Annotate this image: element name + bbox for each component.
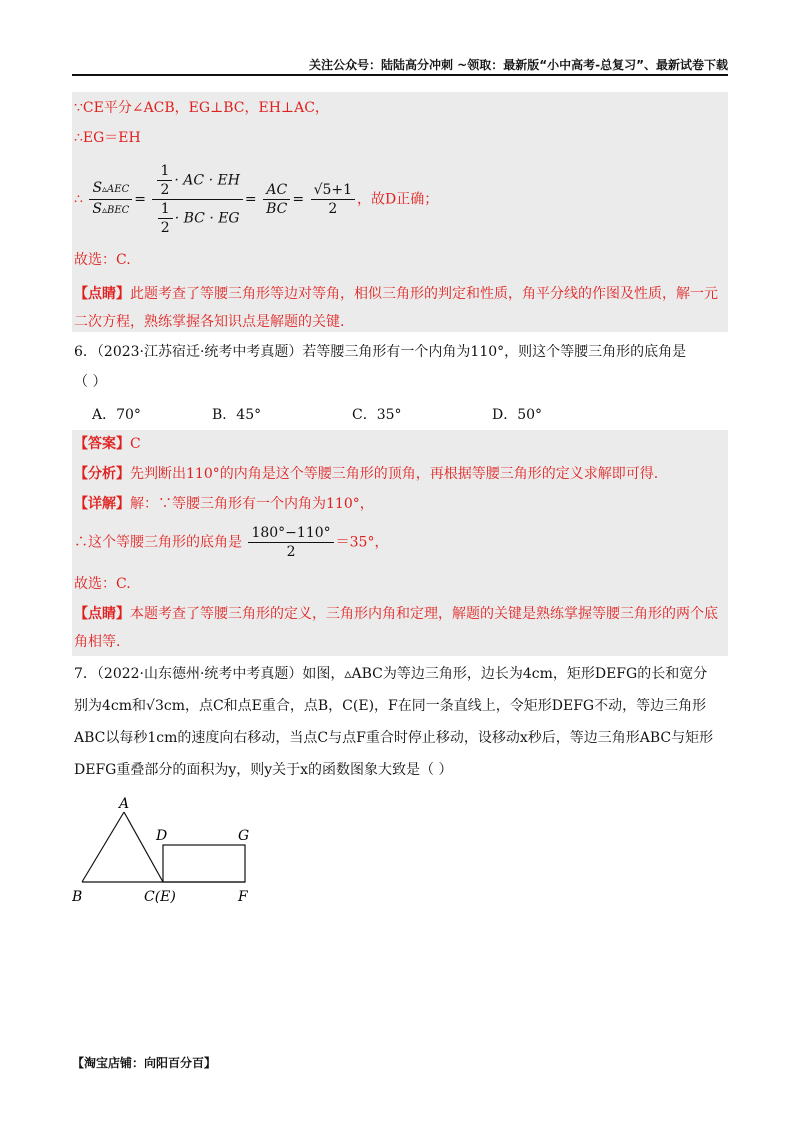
q6-analysis: 【分析】先判断出110°的内角是这个等腰三角形的顶角，再根据等腰三角形的定义求解即可得. [74, 466, 659, 482]
label-b: B [72, 889, 83, 905]
label-g: G [238, 828, 250, 844]
label-a: A [119, 796, 130, 812]
rectangle-defg [163, 845, 245, 882]
q6-option-d: D．50° [492, 407, 543, 423]
sol5-comment-1: 【点睛】此题考查了等腰三角形等边对等角，相似三角形的判定和性质，角平分线的作图及性质，解一元 [74, 286, 718, 302]
q7-figure [72, 788, 262, 908]
sol5-ratio-line: ∴ $\frac{\text{S▵AEC}}{\text{S▵BEC}}$ = $\frac{1}{2}$ · AC · EH $\frac{1}{2}$ · BC · EG = $\frac{AC}{BC}$ = $\frac{√5+1}{2}$ ，故D正确； [74, 163, 439, 236]
sol5-line1: ∵CE平分∠ACB，EG⊥BC，EH⊥AC， [74, 100, 329, 116]
sol5-answer: 故选：C. [74, 252, 131, 268]
side-ratio-fraction: $\frac{AC}{BC}$ [263, 181, 290, 218]
q6-detail-1: 【详解】解：∵等腰三角形有一个内角为110°， [74, 496, 374, 512]
q6-answer: 【答案】C [74, 436, 141, 452]
area-ratio-fraction: $\frac{\text{S▵AEC}}{\text{S▵BEC}}$ [89, 179, 132, 220]
q6-stem-2: （ ） [74, 374, 107, 390]
label-d: D [156, 828, 168, 844]
side-ac [124, 812, 163, 882]
label-ce: C(E) [144, 889, 176, 905]
q6-comment-2: 角相等. [74, 634, 121, 650]
therefore-symbol: ∴ [74, 191, 83, 208]
q6-option-c: C．35° [352, 407, 402, 423]
sol5-conclusion: ，故D正确； [357, 191, 439, 208]
base-angle-fraction: $\frac{180^\circ-110^\circ}{2}$ [248, 524, 333, 561]
sol5-comment-2: 二次方程，熟练掌握各知识点是解题的关键. [74, 314, 345, 330]
q6-option-b: B．45° [212, 407, 262, 423]
q6-stem-1: 6．（2023·江苏宿迁·统考中考真题）若等腰三角形有一个内角为110°，则这个等腰三角形的底角是 [74, 344, 687, 360]
q7-line-1: 7．（2022·山东德州·统考中考真题）如图，▵ABC为等边三角形，边长为4cm，矩形DEFG的长和宽分 [74, 666, 708, 682]
side-ab [82, 812, 124, 882]
q6-option-a: A．70° [92, 407, 141, 423]
label-f: F [238, 889, 248, 905]
q6-comment-1: 【点睛】本题考查了等腰三角形的定义，三角形内角和定理，解题的关键是熟练掌握等腰三角形的两个底 [74, 606, 718, 622]
q7-line-2: 别为4cm和√3cm，点C和点E重合，点B，C(E)，F在同一条直线上，令矩形DEFG不动，等边三角形 [74, 698, 707, 714]
page-header: 关注公众号：陆陆高分冲刺 ~领取：最新版“小中高考-总复习”、最新试卷下载 [309, 58, 728, 72]
q7-line-4: DEFG重叠部分的面积为y，则y关于x的函数图象大致是（ ） [74, 762, 453, 778]
header-rule [72, 74, 728, 76]
page-footer: 【淘宝店铺：向阳百分百】 [72, 1056, 217, 1070]
q7-line-3: ABC以每秒1cm的速度向右移动，当点C与点F重合时停止移动，设移动x秒后，等边三角形ABC与矩形 [74, 730, 714, 746]
q6-choose: 故选：C. [74, 576, 131, 592]
sol5-line2: ∴EG＝EH [74, 130, 141, 146]
golden-ratio-fraction: $\frac{√5+1}{2}$ [311, 181, 355, 218]
q6-detail-2: ∴这个等腰三角形的底角是 $\frac{180^\circ-110^\circ}{2}$ ＝35°， [74, 525, 389, 560]
half-products-fraction: $\frac{1}{2}$ · AC · EH $\frac{1}{2}$ · BC · EG [152, 162, 242, 237]
